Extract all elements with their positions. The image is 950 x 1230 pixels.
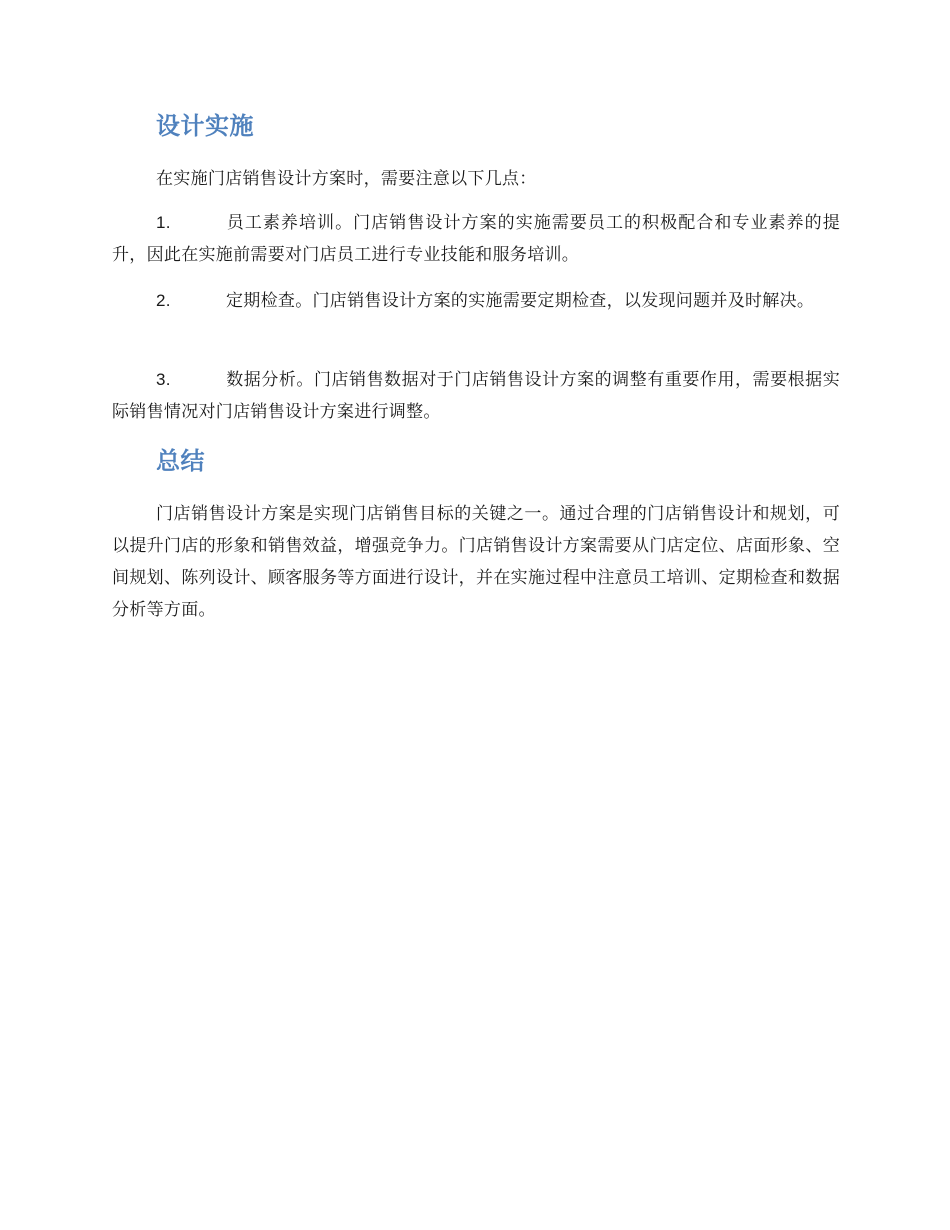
implementation-intro: 在实施门店销售设计方案时，需要注意以下几点： <box>156 169 537 189</box>
list-item <box>112 207 840 271</box>
list-item-number: 1. <box>156 213 171 232</box>
section-heading-implementation: 设计实施 <box>156 112 254 140</box>
summary-body: 门店销售设计方案是实现门店销售目标的关键之一。通过合理的门店销售设计和规划，可以提升门店的形象和销售效益，增强竞争力。门店销售设计方案需要从门店定位、店面形象、空间规划、陈列设计、顾客服务等方面进行设计，并在实施过程中注意员工培训、定期检查和数据分析等方面。 <box>112 504 840 620</box>
list-item-text: 定期检查。门店销售设计方案的实施需要定期检查，以发现问题并及时解决。 <box>226 291 815 311</box>
list-item <box>112 285 840 317</box>
list-item-number: 2. <box>156 291 171 310</box>
list-item-text: 员工素养培训。门店销售设计方案的实施需要员工的积极配合和专业素养的提升，因此在实施前需要对门店员工进行专业技能和服务培训。 <box>112 213 840 265</box>
list-item-number: 3. <box>156 370 171 389</box>
list-item <box>112 364 840 428</box>
section-heading-summary: 总结 <box>156 447 205 475</box>
list-item-text: 数据分析。门店销售数据对于门店销售设计方案的调整有重要作用，需要根据实际销售情况对门店销售设计方案进行调整。 <box>112 370 840 422</box>
